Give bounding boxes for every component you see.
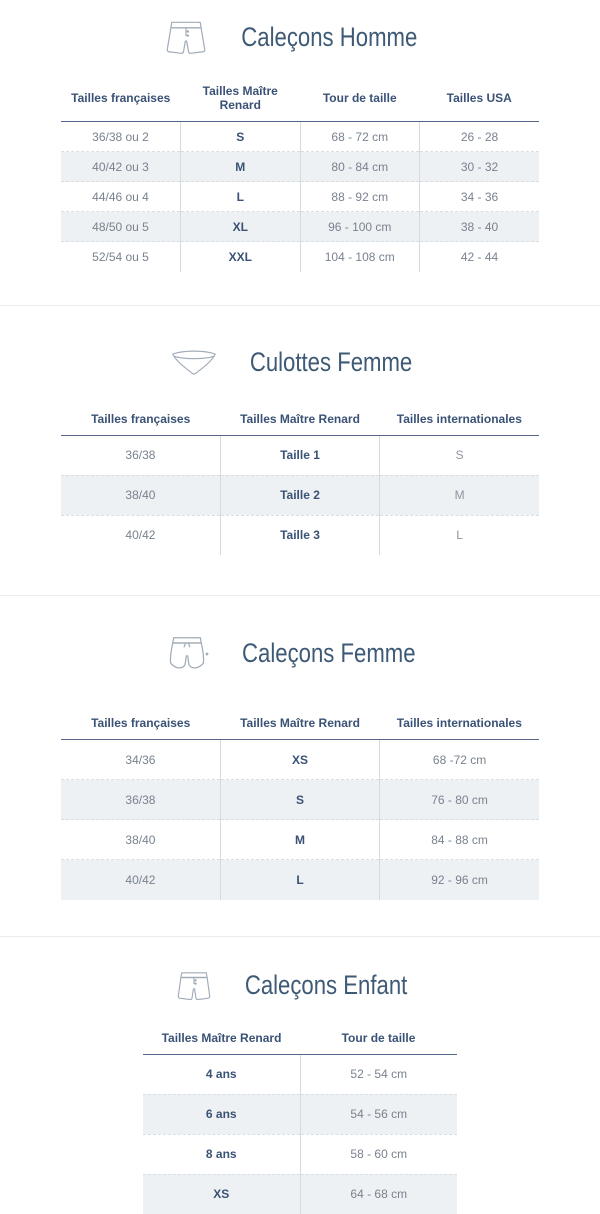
table-cell: 36/38 [61,435,220,475]
column-header: Tailles françaises [61,406,220,436]
table-cell: 40/42 [61,515,220,555]
table-row [61,122,539,152]
table-cell: 8 ans [143,1134,300,1174]
table-cell: 38/40 [61,475,220,515]
table-row [61,820,539,860]
section-header-calecons-enfant [0,963,600,1009]
table-cell: 64 - 68 cm [300,1174,457,1214]
table-row [61,212,539,242]
table-header-row [61,406,539,436]
column-header: Tour de taille [300,78,420,122]
table-cell: 52/54 ou 5 [61,242,181,272]
table-cell: 36/38 ou 2 [61,122,181,152]
column-header: Tailles françaises [61,78,181,122]
table-cell: 38/40 [61,820,220,860]
table-row [61,242,539,272]
table-cell: 30 - 32 [420,152,540,182]
table-cell: 34/36 [61,740,220,780]
table-cell: 44/46 ou 4 [61,182,181,212]
table-cell: L [220,860,379,900]
column-header: Tour de taille [300,1025,457,1055]
table-cell: 26 - 28 [420,122,540,152]
column-header: Tailles françaises [61,710,220,740]
column-header: Tailles Maître Renard [220,710,379,740]
table-row [61,740,539,780]
column-header: Tailles internationales [380,710,539,740]
table-cell: 104 - 108 cm [300,242,420,272]
column-header: Tailles internationales [380,406,539,436]
table-cell: XS [143,1174,300,1214]
womens-boxer-shorts-icon [165,633,209,673]
kids-boxer-shorts-icon [175,969,213,1003]
table-cell: 48/50 ou 5 [61,212,181,242]
table-row [61,152,539,182]
section-title: Caleçons Homme [241,22,417,53]
size-table-calecons-enfant [143,1025,457,1214]
section-header-calecons-homme [0,14,600,60]
section-divider [0,305,600,306]
mens-boxer-shorts-icon [164,17,208,57]
table-row [61,780,539,820]
table-cell: 40/42 [61,860,220,900]
womens-panties-icon [170,347,218,379]
table-cell: L [380,515,539,555]
table-cell: XXL [181,242,301,272]
column-header: Tailles Maître Renard [181,78,301,122]
table-cell: 54 - 56 cm [300,1094,457,1134]
column-header: Tailles Maître Renard [143,1025,300,1055]
section-divider [0,595,600,596]
table-header-row [61,78,539,122]
section-title: Culottes Femme [250,347,412,378]
table-row [143,1054,457,1094]
table-cell: 38 - 40 [420,212,540,242]
table-cell: Taille 1 [220,435,379,475]
table-cell: 80 - 84 cm [300,152,420,182]
table-cell: 76 - 80 cm [380,780,539,820]
table-cell: 88 - 92 cm [300,182,420,212]
table-row [61,475,539,515]
column-header: Tailles Maître Renard [220,406,379,436]
table-cell: XL [181,212,301,242]
section-divider [0,936,600,937]
table-cell: S [181,122,301,152]
table-cell: 92 - 96 cm [380,860,539,900]
table-cell: 34 - 36 [420,182,540,212]
table-header-row [61,710,539,740]
table-row [61,515,539,555]
table-row [143,1174,457,1214]
section-title: Caleçons Femme [242,638,415,669]
table-cell: 68 - 72 cm [300,122,420,152]
table-cell: S [220,780,379,820]
table-cell: 42 - 44 [420,242,540,272]
table-cell: M [380,475,539,515]
table-cell: 52 - 54 cm [300,1054,457,1094]
table-cell: Taille 3 [220,515,379,555]
section-title: Caleçons Enfant [245,970,407,1001]
size-table-calecons-homme [61,78,539,272]
table-cell: XS [220,740,379,780]
table-cell: 4 ans [143,1054,300,1094]
size-table-calecons-femme [61,710,539,900]
table-cell: 40/42 ou 3 [61,152,181,182]
table-header-row [143,1025,457,1055]
table-cell: 68 -72 cm [380,740,539,780]
column-header: Tailles USA [420,78,540,122]
table-cell: Taille 2 [220,475,379,515]
size-table-culottes-femme [61,406,539,556]
table-cell: 6 ans [143,1094,300,1134]
table-cell: L [181,182,301,212]
table-cell: 84 - 88 cm [380,820,539,860]
table-row [143,1134,457,1174]
table-cell: 36/38 [61,780,220,820]
table-cell: 96 - 100 cm [300,212,420,242]
table-cell: S [380,435,539,475]
table-row [143,1094,457,1134]
section-header-culottes-femme [0,340,600,386]
table-cell: 58 - 60 cm [300,1134,457,1174]
table-row [61,435,539,475]
table-cell: M [181,152,301,182]
table-row [61,860,539,900]
table-row [61,182,539,212]
table-cell: M [220,820,379,860]
section-header-calecons-femme [0,630,600,676]
